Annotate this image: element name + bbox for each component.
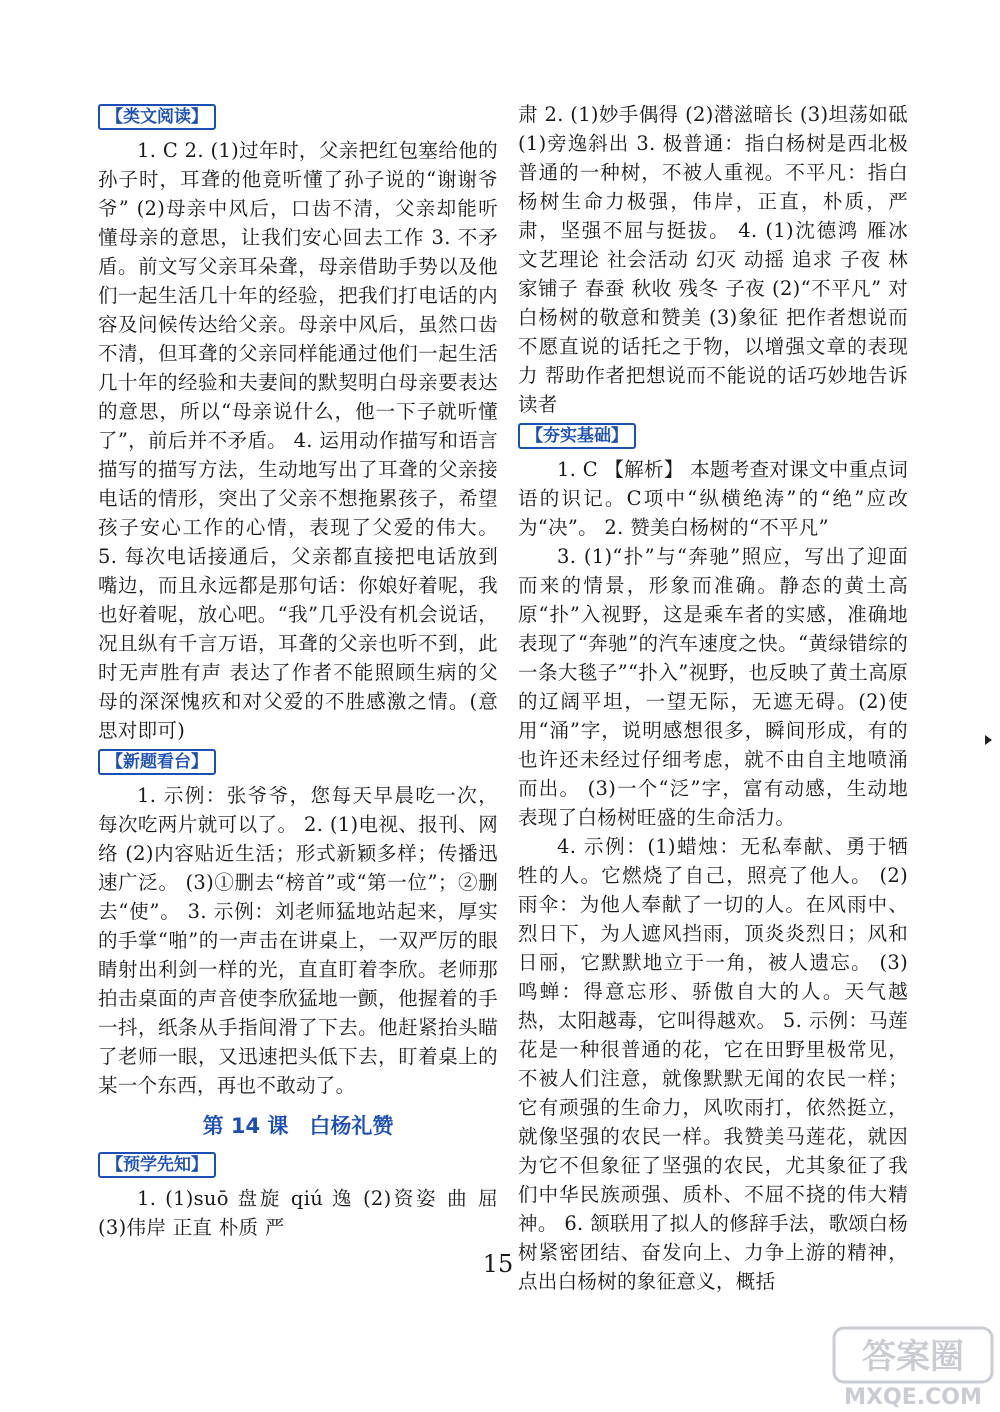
section-heading-preview: 【预学先知】 xyxy=(98,1152,216,1178)
section-heading-new-questions: 【新题看台】 xyxy=(98,749,216,775)
section-body-foundation-2: 3. (1)“扑”与“奔驰”照应，写出了迎面而来的情景，形象而准确。静态的黄土高原“扑”入视野，这是乘车者的实感，准确地表现了“奔驰”的汽车速度之快。“黄绿错综的一条大毯子”“扑入”视野，也反映了黄土高原的辽阔平坦，一望无际，无遮无碍。(2)使用“涌”字，说明感想很多，瞬间形成，有的也许还未经过仔细考虑，就不由自主地喷涌而出。 (3)一个“泛”字，富有动感，生动地表现了白杨树旺盛的生命活力。 xyxy=(518,545,908,829)
section-heading-foundation: 【夯实基础】 xyxy=(518,423,636,449)
page-number: 15 xyxy=(482,1250,514,1278)
section-body-new-questions: 1. 示例：张爷爷，您每天早晨吃一次，每次吃两片就可以了。 2. (1)电视、报刊、网络 (2)内容贴近生活；形式新颖多样；传播迅速广泛。 (3)①删去“榜首”或“第一位”；②删去“使”。 3. 示例：刘老师猛地站起来，厚实的手掌“啪”的一声击在讲桌上，一双严厉的眼睛射出利剑一样的光，直直盯着李欣。老师那拍击桌面的声音使李欣猛地一颤，他握着的手一抖，纸条从手指间滑了下去。他赶紧抬头瞄了老师一眼，又迅速把头低下去，盯着桌上的某一个东西，再也不敢动了。 xyxy=(98,784,498,1097)
section-body-reading: 1. C 2. (1)过年时，父亲把红包塞给他的孙子时，耳聋的他竟听懂了孙子说的“谢谢爷爷” (2)母亲中风后，口齿不清，父亲却能听懂母亲的意思，让我们安心回去工作 3. 不矛盾。前文写父亲耳朵聋，母亲借助手势以及他们一起生活几十年的经验，把我们打电话的内容及问候传达给父亲。母亲中风后，虽然口齿不清，但耳聋的父亲同样能通过他们一起生活几十年的经验和夫妻间的默契明白母亲要表达的意思，所以“母亲说什么，他一下子就听懂了”，前后并不矛盾。 4. 运用动作描写和语言描写的描写方法，生动地写出了耳聋的父亲接电话的情形，突出了父亲不想拖累孩子，希望孩子安心工作的心情，表现了父爱的伟大。 5. 每次电话接通后，父亲都直接把电话放到嘴边，而且永远都是那句话：你娘好着呢，我也好着呢，放心吧。“我”几乎没有机会说话，况且纵有千言万语，耳聋的父亲也听不到，此时无声胜有声 表达了作者不能照顾生病的父母的深深愧疚和对父爱的不胜感激之情。(意思对即可) xyxy=(98,139,498,742)
right-column xyxy=(518,100,908,1296)
left-column xyxy=(98,100,498,1242)
section-body-preview-continued: 肃 2. (1)妙手偶得 (2)潜滋暗长 (3)坦荡如砥 (1)旁逸斜出 3. 极普通：指白杨树是西北极普通的一种树，不被人重视。不平凡：指白杨树生命力极强，伟岸，正直，朴质，严肃，坚强不屈与挺拔。 4. (1)沈德鸿 雁冰 文艺理论 社会活动 幻灭 动摇 追求 子夜 林家铺子 春蚕 秋收 残冬 子夜 (2)“不平凡” 对白杨树的敬意和赞美 (3)象征 把作者想说而不愿直说的话托之于物，以增强文章的表现力 帮助作者把想说而不能说的话巧妙地告诉读者 xyxy=(518,103,908,416)
section-heading-reading: 【类文阅读】 xyxy=(98,104,216,130)
svg-text:答案圈: 答案圈 xyxy=(862,1337,964,1377)
section-body-preview: 1. (1)suō 盘旋 qiú 逸 (2)资姿 曲 屈 (3)伟岸 正直 朴质 严 xyxy=(98,1187,498,1239)
section-body-foundation-3: 4. 示例：(1)蜡烛：无私奉献、勇于牺牲的人。它燃烧了自己，照亮了他人。 (2)雨伞：为他人奉献了一切的人。在风雨中、烈日下，为人遮风挡雨，顶炎炎烈日；风和日丽，它默默地立于一角，被人遗忘。 (3)鸣蝉：得意忘形、骄傲自大的人。天气越热，太阳越毒，它叫得越欢。 5. 示例：马莲花是一种很普通的花，它在田野里极常见，不被人们注意，就像默默无闻的农民一样；它有顽强的生命力，风吹雨打，依然挺立，就像坚强的农民一样。我赞美马莲花，就因为它不但象征了坚强的农民，尤其象征了我们中华民族顽强、质朴、不屈不挠的伟大精神。 6. 颔联用了拟人的修辞手法，歌颂白杨树紧密团结、奋发向上、力争上游的精神，点出白杨树的象征意义，概括 xyxy=(518,835,908,1293)
section-body-foundation-1: 1. C 【解析】 本题考查对课文中重点词语的识记。C项中“纵横绝涛”的“绝”应改为“决”。 2. 赞美白杨树的“不平凡” xyxy=(518,458,908,539)
lesson-title: 第 14 课 白杨礼赞 xyxy=(202,1114,394,1138)
svg-text:MXQE.COM: MXQE.COM xyxy=(844,1385,982,1410)
watermark-logo xyxy=(828,1322,998,1410)
page-edge-marker xyxy=(985,735,992,745)
